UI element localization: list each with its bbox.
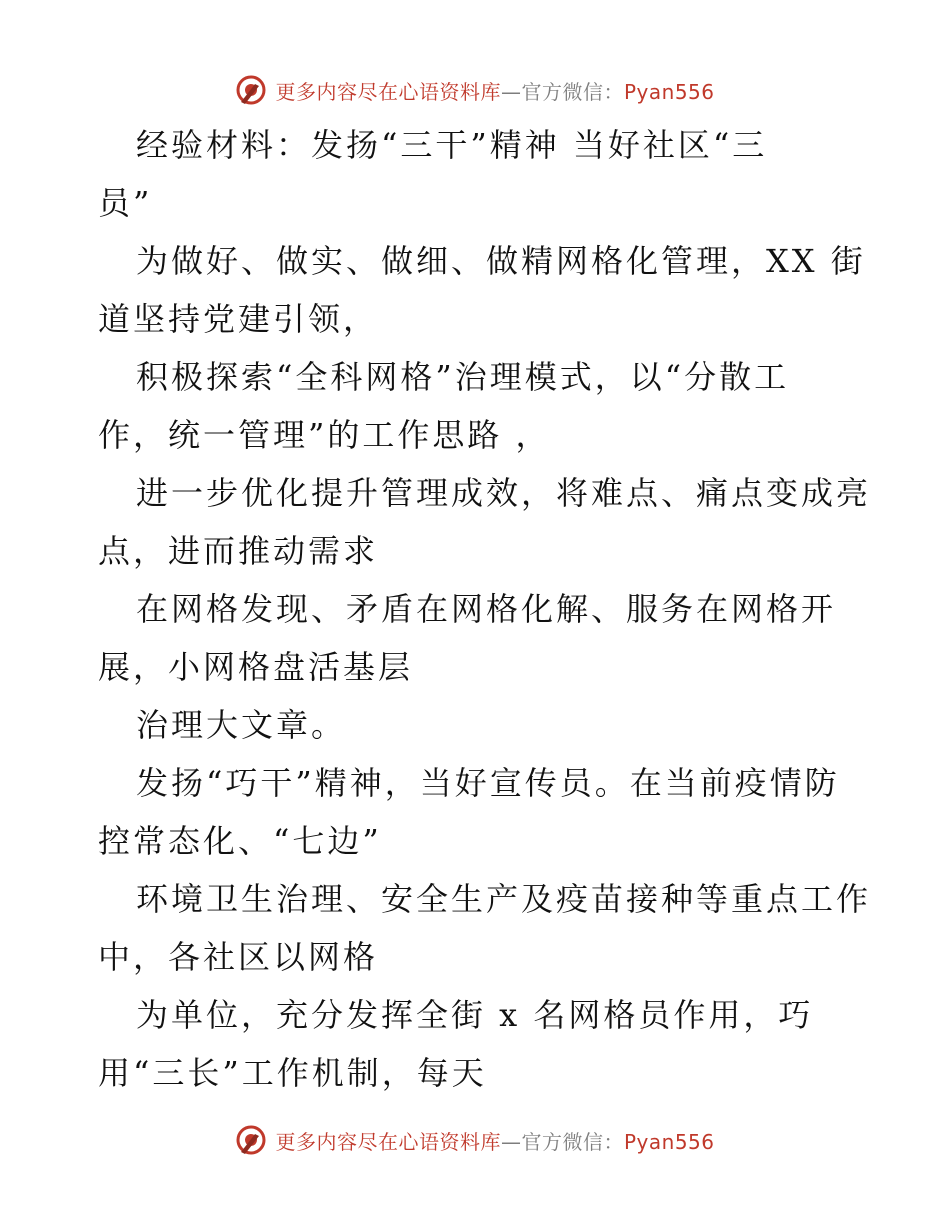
watermark-text bbox=[275, 76, 714, 105]
text-line: 用“三长”工作机制，每天 bbox=[98, 1054, 487, 1092]
text-line: 经验材料：发扬“三干”精神 当好社区“三 bbox=[136, 126, 768, 164]
document-body bbox=[98, 116, 872, 1102]
text-line: 中，各社区以网格 bbox=[98, 938, 379, 976]
text-line: 员” bbox=[98, 184, 153, 222]
text-line: 发扬“巧干”精神，当好宣传员。在当前疫情防 bbox=[136, 764, 840, 802]
watermark-brand: 更多内容尽在心语资料库 bbox=[275, 1129, 501, 1154]
pen-logo-icon bbox=[235, 1124, 267, 1156]
watermark-text bbox=[275, 1126, 714, 1155]
text-line: 作，统一管理”的工作思路 ， bbox=[98, 416, 551, 454]
text-line: 环境卫生治理、安全生产及疫苗接种等重点工作 bbox=[136, 880, 872, 918]
pen-logo-icon bbox=[235, 74, 267, 106]
footer-watermark bbox=[0, 1120, 950, 1160]
header-watermark bbox=[0, 70, 950, 110]
text-line: 进一步优化提升管理成效，将难点、痛点变成亮 bbox=[136, 474, 872, 512]
text-line: 控常态化、“七边” bbox=[98, 822, 382, 860]
text-line: 展，小网格盘活基层 bbox=[98, 648, 414, 686]
watermark-dash: — bbox=[500, 79, 522, 104]
watermark-account: Pyan556 bbox=[623, 79, 715, 104]
text-line: 治理大文章。 bbox=[136, 706, 347, 744]
watermark-account: Pyan556 bbox=[623, 1129, 715, 1154]
watermark-brand: 更多内容尽在心语资料库 bbox=[275, 79, 501, 104]
text-line: 积极探索“全科网格”治理模式，以“分散工 bbox=[136, 358, 790, 396]
watermark-dash: — bbox=[500, 1129, 522, 1154]
text-line: 点，进而推动需求 bbox=[98, 532, 379, 570]
text-line: 为单位，充分发挥全街 x 名网格员作用，巧 bbox=[136, 996, 814, 1034]
text-line: 在网格发现、矛盾在网格化解、服务在网格开 bbox=[136, 590, 837, 628]
text-line: 道坚持党建引领， bbox=[98, 300, 379, 338]
watermark-official: 官方微信： bbox=[521, 1129, 624, 1154]
watermark-official: 官方微信： bbox=[521, 79, 624, 104]
text-line: 为做好、做实、做细、做精网格化管理，XX 街 bbox=[136, 242, 866, 280]
